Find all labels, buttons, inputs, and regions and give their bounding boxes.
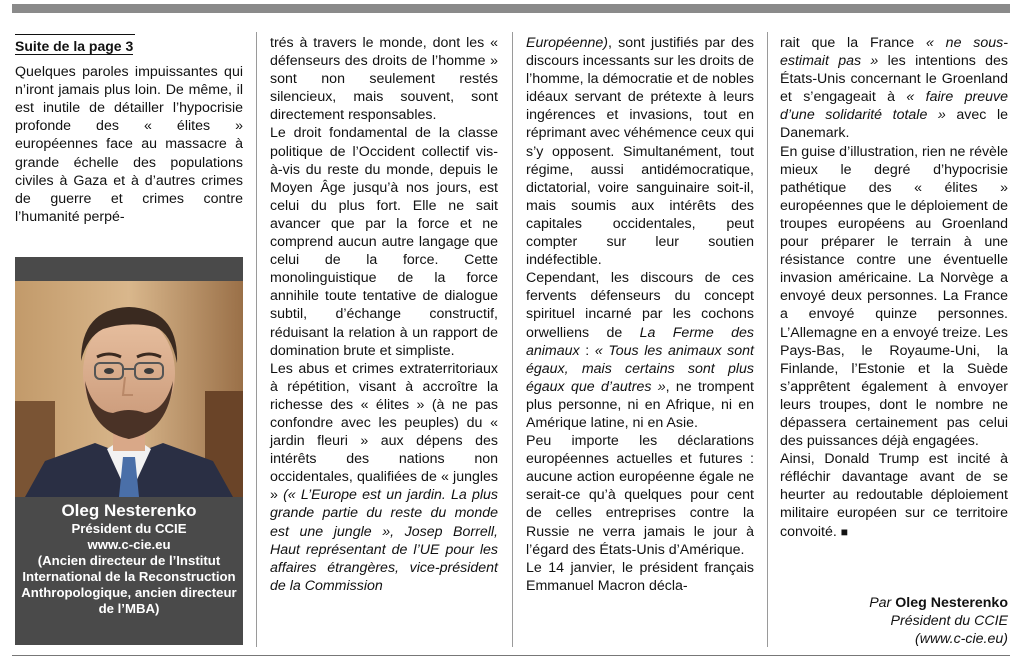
col3-paragraph: Peu importe les déclarations européennes actuelles et futures : aucune action européenne égale ne serait-ce qu’à quelques pour cent de celles entreprises contre la Russie ne verra jamais le jour à l’égard des États-Unis d’Amérique. <box>526 433 754 558</box>
column-3 <box>526 34 754 595</box>
col3-paragraph: Le 14 janvier, le président français Emmanuel Macron décla- <box>526 559 754 594</box>
author-former-roles: (Ancien directeur de l’Institut International de la Reconstruction Anthropologique, ancien directeur de l’MBA) <box>21 553 237 616</box>
col1-text: Quelques paroles impuissantes qui n’iront jamais plus loin. De même, il est inutile de détailler l’hypocrisie profonde des « élites » européennes face au massacre à grande échelle des populations civiles à Gaza et à d’autres crimes de guerre et crimes contre l’humanité perpé- <box>15 64 243 225</box>
byline-name: Oleg Nesterenko <box>895 595 1008 611</box>
top-bar <box>12 4 1010 13</box>
column-1 <box>15 34 243 226</box>
column-2 <box>270 34 498 595</box>
byline: Par Oleg Nesterenko Président du CCIE (www.c-cie.eu) <box>780 594 1008 648</box>
author-photo <box>15 281 243 497</box>
bottom-rule <box>12 655 1010 656</box>
col4-paragraph: rait que la France « ne sous-estimait pas » les intentions des États-Unis concernant le Groenland et s’engageait à « faire preuve d’une solidarité totale » avec le Danemark. <box>780 35 1009 142</box>
author-caption <box>15 501 243 617</box>
col4-paragraph: En guise d’illustration, rien ne révèle mieux le degré d’hypocrisie pathétique des « élites » européennes que le déploiement de troupes européens au Groenland pour préparer le terrain à une résistance contre une éventuelle invasion américaine. La Norvège a envoyé deux personnes. La France a envoyé quinze personnes. L’Allemagne en a envoyé treize. Les Pays-Bas, le Royaume-Uni, la Finlande, l’Estonie et la Suède s’apprêtent également à envoyer leurs troupes, dont le nombre ne dépassera certainement pas celui des puissances déjà engagées. <box>780 143 1008 450</box>
end-mark-icon: ■ <box>840 524 848 539</box>
column-divider <box>767 32 768 647</box>
continuation-heading: Suite de la page 3 <box>15 38 134 54</box>
byline-website: (www.c-cie.eu) <box>914 631 1008 647</box>
author-website: www.c-cie.eu <box>87 537 171 552</box>
author-box <box>15 257 243 645</box>
col3-paragraph: Européenne), sont justifiés par des discours incessants sur les droits de l’homme, la démocratie et de nobles idéaux servant de prétexte à leurs ingérences et invasions, tout en réprimant avec véhémence ceux qui s’y opposent. Simultanément, tout régime, aussi antidémocratique, dictatorial, voire sanguinaire soit-il, mais soumis aux intérêts des capitales occidentales, peut compter sur leur soutien indéfectible. <box>526 35 754 269</box>
column-divider <box>256 32 257 647</box>
author-title: Président du CCIE <box>71 521 187 536</box>
column-4 <box>780 34 1008 541</box>
col2-paragraph: Les abus et crimes extraterritoriaux à répétition, visant à accroître la richesse des « élites » (à ne pas confondre avec les peuples) du « jardin fleuri » aux dépens des intérêts des nations non occidentales, qualifiées de « jungles » (« L’Europe est un jardin. La plus grande partie du reste du monde est une jungle », Josep Borrell, Haut représentant de l’UE pour les affaires étrangères, vice-président de la Commission <box>270 360 498 594</box>
col3-paragraph: Cependant, les discours de ces fervents défenseurs du concept spirituel incarné par les cochons orwelliens de La Ferme des animaux : « Tous les animaux sont égaux, mais certains sont plus égaux que d’autres », ne trompent plus personne, ni en Afrique, ni en Amérique latine, ni en Asie. <box>526 270 754 431</box>
author-name: Oleg Nesterenko <box>61 501 197 520</box>
col2-paragraph: Le droit fondamental de la classe politique de l’Occident collectif vis-à-vis du reste du monde, depuis le Moyen Âge jusqu’à nos jours, est celui du plus fort. Elle ne sait avancer que par la force et ne comprend aucun autre langage que celui de la force. Cette monolinguistique de la force annihile toute tentative de dialogue subtil, d’échange constructif, réduisant la relation à un rapport de domination brute et simpliste. <box>270 125 498 359</box>
col4-paragraph: Ainsi, Donald Trump est incité à réfléchir davantage avant de se heurter au redoutable déploiement militaire européen sur ce territoire convoité. ■ <box>780 451 1008 540</box>
heading-rule <box>15 34 135 35</box>
byline-title: Président du CCIE <box>890 613 1008 629</box>
col2-paragraph: trés à travers le monde, dont les « défenseurs des droits de l’homme » sont non seulement restés silencieux, mais souvent, sont directement responsables. <box>270 35 498 124</box>
column-divider <box>512 32 513 647</box>
